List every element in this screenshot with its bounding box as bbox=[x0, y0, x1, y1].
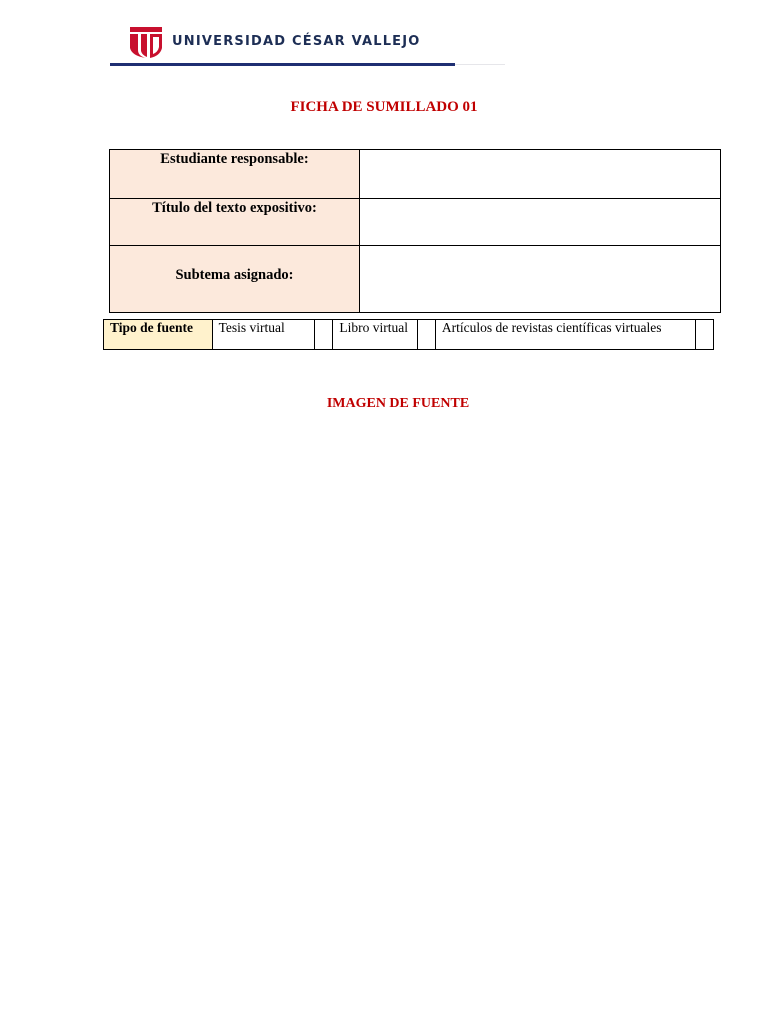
ucv-shield-logo-icon bbox=[128, 24, 164, 60]
checkbox-libro-virtual[interactable] bbox=[417, 320, 435, 350]
option-libro-virtual: Libro virtual bbox=[333, 320, 417, 350]
checkbox-articulos[interactable] bbox=[695, 320, 713, 350]
field-estudiante[interactable] bbox=[360, 150, 721, 199]
label-tipo-fuente: Tipo de fuente bbox=[104, 320, 213, 350]
checkbox-tesis-virtual[interactable] bbox=[315, 320, 333, 350]
info-row-subtema bbox=[110, 246, 721, 313]
info-table bbox=[109, 149, 721, 313]
field-subtema[interactable] bbox=[360, 246, 721, 313]
fuente-row bbox=[104, 320, 714, 350]
header-rule-fade bbox=[455, 64, 505, 65]
label-subtema: Subtema asignado: bbox=[110, 246, 360, 313]
page-header bbox=[110, 22, 500, 68]
institution-name: UNIVERSIDAD CÉSAR VALLEJO bbox=[172, 34, 421, 49]
image-section-title: IMAGEN DE FUENTE bbox=[326, 396, 470, 411]
option-articulos: Artículos de revistas científicas virtuales bbox=[435, 320, 695, 350]
label-titulo: Título del texto expositivo: bbox=[110, 199, 360, 246]
fuente-table bbox=[103, 319, 714, 350]
label-estudiante: Estudiante responsable: bbox=[110, 150, 360, 199]
field-titulo[interactable] bbox=[360, 199, 721, 246]
header-rule bbox=[110, 63, 455, 66]
option-tesis-virtual: Tesis virtual bbox=[212, 320, 315, 350]
document-title: FICHA DE SUMILLADO 01 bbox=[290, 99, 478, 115]
info-row-titulo bbox=[110, 199, 721, 246]
info-row-estudiante bbox=[110, 150, 721, 199]
